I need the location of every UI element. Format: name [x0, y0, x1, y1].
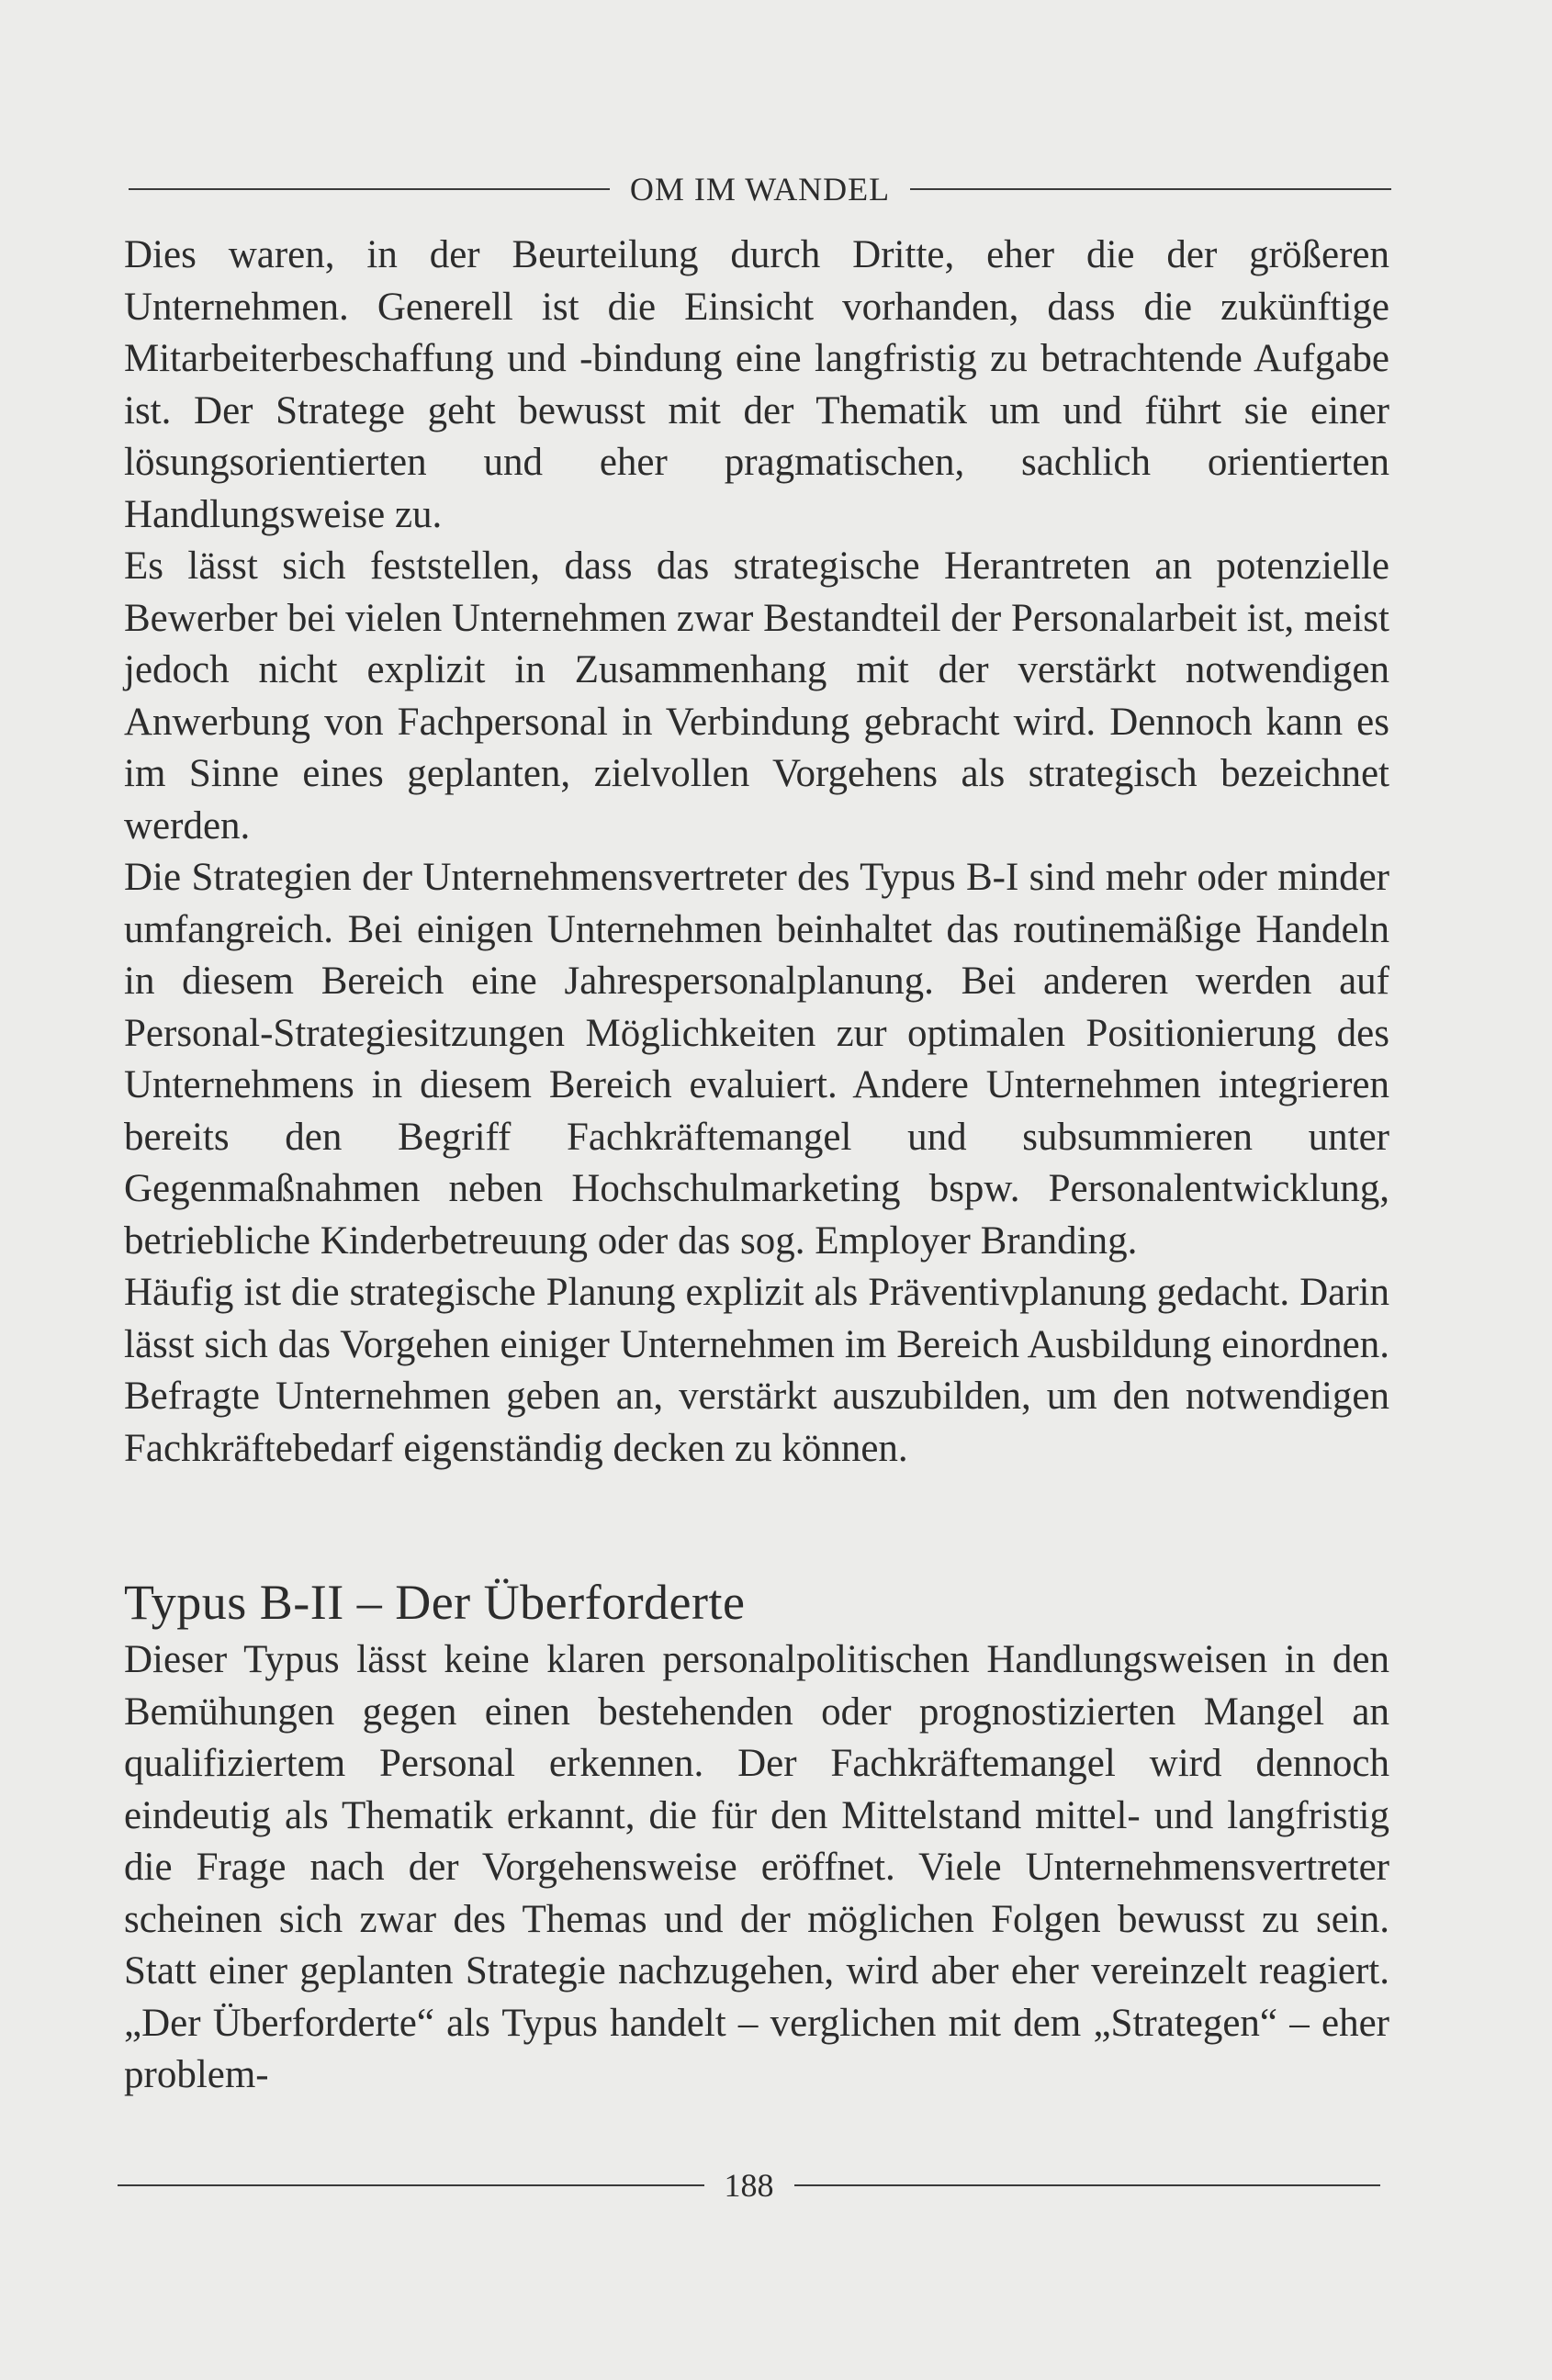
page-number: 188: [724, 2167, 774, 2204]
footer-rule-left: [118, 2184, 704, 2186]
section-heading: Typus B-II – Der Überforderte: [124, 1575, 746, 1630]
main-text: [124, 230, 1389, 2102]
running-header: [129, 162, 1391, 217]
paragraph: Es lässt sich feststellen, dass das strategische Herantreten an potenzielle Bewerber bei vielen Unternehmen zwar Bestandteil der Personalarbeit ist, meist jedoch nicht explizit in Zusammenhang mit der verstärkt notwendigen Anwerbung von Fachpersonal in Verbindung gebracht wird. Dennoch kann es im Sinne eines geplanten, zielvollen Vorgehens als strategisch bezeichnet werden.: [124, 544, 1389, 848]
running-title: OM IM WANDEL: [629, 171, 891, 208]
paragraph: Dieser Typus lässt keine klaren personalpolitischen Handlungsweisen in den Bemühungen gegen einen bestehenden oder prognostizierten Mangel an qualifiziertem Personal erkennen. Der Fachkräftemangel wird dennoch eindeutig als Thematik erkannt, die für den Mittelstand mittel- und langfristig die Frage nach der Vorgehensweise eröffnet. Viele Unternehmensvertreter scheinen sich zwar des Themas und der möglichen Folgen bewusst zu sein. Statt einer geplanten Strategie nachzugehen, wird aber eher vereinzelt reagiert. „Der Überforderte“ als Typus handelt – verglichen mit dem „Strategen“ – eher problem-: [124, 1638, 1389, 2096]
footer-rule-right: [794, 2184, 1381, 2186]
paragraph: Häufig ist die strategische Planung explizit als Präventivplanung gedacht. Darin lässt sich das Vorgehen einiger Unternehmen im Bereich Ausbildung einordnen. Befragte Unternehmen geben an, verstärkt auszubilden, um den notwendigen Fachkräftebedarf eigenständig decken zu können.: [124, 1271, 1389, 1470]
paragraph: Die Strategien der Unternehmensvertreter des Typus B-I sind mehr oder minder umfangreich. Bei einigen Unternehmen beinhaltet das routinemäßige Handeln in diesem Bereich eine Jahrespersonalplanung. Bei anderen werden auf Personal-Strategiesitzungen Möglichkeiten zur optimalen Positionierung des Unternehmens in diesem Bereich evaluiert. Andere Unternehmen integrieren bereits den Begriff Fachkräftemangel und subsummieren unter Gegenmaßnahmen neben Hochschulmarketing bspw. Personalentwicklung, betriebliche Kinderbetreuung oder das sog. Employer Branding.: [124, 856, 1389, 1263]
page-footer: [118, 2158, 1380, 2213]
header-rule-left: [129, 188, 610, 190]
paragraph: Dies waren, in der Beurteilung durch Dritte, eher die der größeren Unternehmen. Generell ist die Einsicht vorhanden, dass die zukünftige Mitarbeiterbeschaffung und -bindung eine langfristig zu betrachtende Aufgabe ist. Der Stratege geht bewusst mit der Thematik um und führt sie einer lösungsorientierten und eher pragmatischen, sachlich orientierten Handlungsweise zu.: [124, 233, 1389, 536]
header-rule-right: [910, 188, 1391, 190]
